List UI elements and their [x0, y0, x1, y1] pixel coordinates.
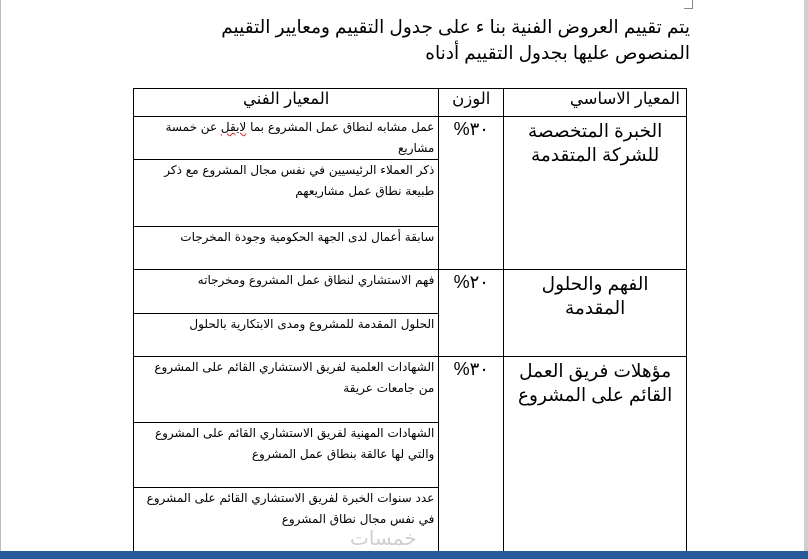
cell-text: عن خمسة مشاريع — [165, 120, 435, 155]
margin-corner-mark — [684, 0, 693, 9]
page-edge-left — [0, 0, 1, 559]
header-weight: الوزن — [439, 89, 504, 117]
cell-text: عمل مشابه لنطاق عمل المشروع بما — [246, 120, 435, 134]
intro-paragraph — [100, 14, 690, 66]
technical-criterion-cell: فهم الاستشاري لنطاق عمل المشروع ومخرجاته — [134, 270, 439, 314]
weight-cell: ٢٠% — [439, 270, 504, 357]
technical-criterion-cell: الحلول المقدمة للمشروع ومدى الابتكارية بالحلول — [134, 314, 439, 357]
spellcheck-flagged-word: لايقل — [220, 120, 247, 134]
table-row — [134, 270, 687, 314]
table-row — [134, 117, 687, 160]
header-row — [134, 89, 687, 117]
technical-criterion-cell: الشهادات العلمية لفريق الاستشاري القائم على المشروع من جامعات عريقة — [134, 357, 439, 423]
site-watermark: خمسات — [350, 526, 417, 550]
basic-criterion-cell: الفهم والحلول المقدمة — [504, 270, 687, 357]
window-bottom-bar — [0, 551, 808, 559]
header-technical-criterion: المعيار الفني — [134, 89, 439, 117]
basic-criterion-cell: مؤهلات فريق العمل القائم على المشروع — [504, 357, 687, 559]
intro-line-2: المنصوص عليها بجدول التقييم أدناه — [425, 42, 690, 63]
table-row — [134, 357, 687, 423]
technical-criterion-cell: الشهادات المهنية لفريق الاستشاري القائم على المشروع والتي لها عالقة بنطاق عمل المشروع — [134, 423, 439, 488]
weight-cell: ٣٠% — [439, 357, 504, 559]
technical-criterion-cell: ذكر العملاء الرئيسيين في نفس مجال المشروع مع ذكر طبيعة نطاق عمل مشاريعهم — [134, 160, 439, 227]
technical-criterion-cell — [134, 117, 439, 160]
technical-criterion-cell: عدد سنوات الخبرة لفريق الاستشاري القائم على المشروع في نفس مجال نطاق المشروع — [134, 488, 439, 559]
evaluation-table — [133, 88, 687, 559]
header-basic-criterion: المعيار الاساسي — [504, 89, 687, 117]
page-edge-right — [804, 0, 808, 559]
basic-criterion-cell: الخبرة المتخصصة للشركة المتقدمة — [504, 117, 687, 270]
intro-line-1: يتم تقييم العروض الفنية بنا ء على جدول التقييم ومعايير التقييم — [221, 16, 690, 37]
weight-cell: ٣٠% — [439, 117, 504, 270]
technical-criterion-cell: سابقة أعمال لدى الجهة الحكومية وجودة المخرجات — [134, 227, 439, 270]
